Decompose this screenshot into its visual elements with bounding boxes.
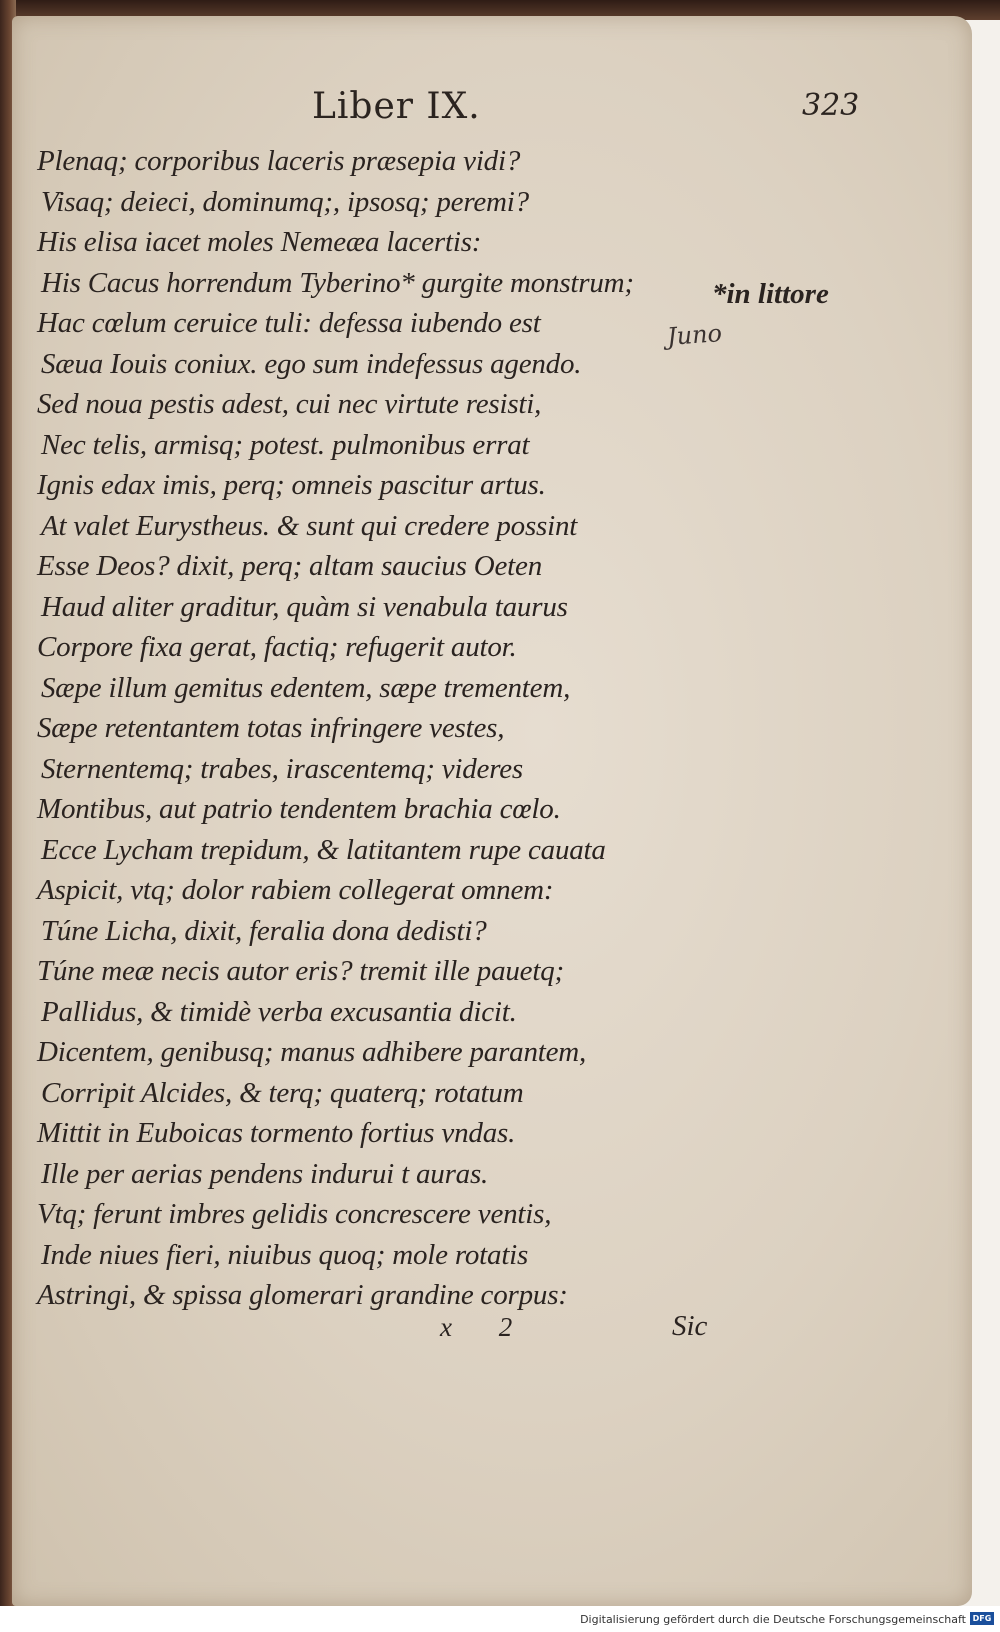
verse-line: His Cacus horrendum Tyberino* gurgite monstrum; <box>41 266 634 299</box>
verse-line: Pallidus, & timidè verba excusantia dicit. <box>41 995 517 1028</box>
verse-line: Aspicit, vtq; dolor rabiem collegerat omnem: <box>37 874 554 906</box>
verse-line: Sternentemq; trabes, irascentemq; videres <box>41 752 523 785</box>
page-header <box>12 86 972 136</box>
verse-line: At valet Eurystheus. & sunt qui credere possint <box>41 509 578 542</box>
verse-line: Corpore fixa gerat, factiq; refugerit autor. <box>37 631 517 663</box>
verse-line: Sæpe illum gemitus edentem, sæpe trementem, <box>41 671 571 704</box>
verse-line: Ignis edax imis, perq; omneis pascitur artus. <box>37 469 546 501</box>
verse-line: Mittit in Euboicas tormento fortius vndas. <box>37 1117 516 1149</box>
verse-line: Túne Licha, dixit, feralia dona dedisti? <box>41 914 487 947</box>
verse-line: Plenaq; corporibus laceris præsepia vidi? <box>37 145 521 177</box>
handwritten-annotation: Juno <box>666 319 723 351</box>
verse-line: Nec telis, armisq; potest. pulmonibus errat <box>41 428 530 461</box>
funding-credit: Digitalisierung gefördert durch die Deutsche Forschungsgemeinschaft <box>580 1613 966 1626</box>
book-page <box>12 16 972 1606</box>
catchword: Sic <box>672 1310 708 1342</box>
verse-line: Astringi, & spissa glomerari grandine corpus: <box>37 1279 568 1311</box>
verse-line: Visaq; deieci, dominumq;, ipsosq; peremi? <box>41 185 529 218</box>
verse-line: Haud aliter graditur, quàm si venabula taurus <box>41 590 568 623</box>
verse-line: Dicentem, genibusq; manus adhibere parantem, <box>37 1036 587 1068</box>
marginal-gloss: *in littore <box>712 278 829 310</box>
signature-mark: x 2 <box>440 1312 533 1342</box>
verse-line: Corripit Alcides, & terq; quaterq; rotatum <box>41 1076 524 1109</box>
verse-line: Esse Deos? dixit, perq; altam saucius Oeten <box>37 550 542 582</box>
verse-line: Montibus, aut patrio tendentem brachia cœlo. <box>37 793 561 825</box>
verse-line: Ecce Lycham trepidum, & latitantem rupe cauata <box>41 833 606 866</box>
verse-line: Inde niues fieri, niuibus quoq; mole rotatis <box>41 1238 529 1271</box>
verse-line: Sæua Iouis coniux. ego sum indefessus agendo. <box>41 347 582 380</box>
verse-line: Hac cœlum ceruice tuli: defessa iubendo est <box>37 307 541 339</box>
dfg-logo-icon: DFG <box>970 1612 994 1625</box>
verse-line: Ille per aerias pendens indurui t auras. <box>41 1157 489 1190</box>
verse-block <box>37 141 697 1316</box>
verse-line: Sæpe retentantem totas infringere vestes, <box>37 712 505 744</box>
footer-bar <box>0 1606 1000 1632</box>
verse-line: His elisa iacet moles Nemeæa lacertis: <box>37 226 482 258</box>
verse-line: Túne meæ necis autor eris? tremit ille pauetq; <box>37 955 564 987</box>
page-number: 323 <box>802 88 860 123</box>
verse-line: Vtq; ferunt imbres gelidis concrescere ventis, <box>37 1198 552 1230</box>
running-head: Liber IX. <box>312 86 481 127</box>
verse-line: Sed noua pestis adest, cui nec virtute resisti, <box>37 388 542 420</box>
